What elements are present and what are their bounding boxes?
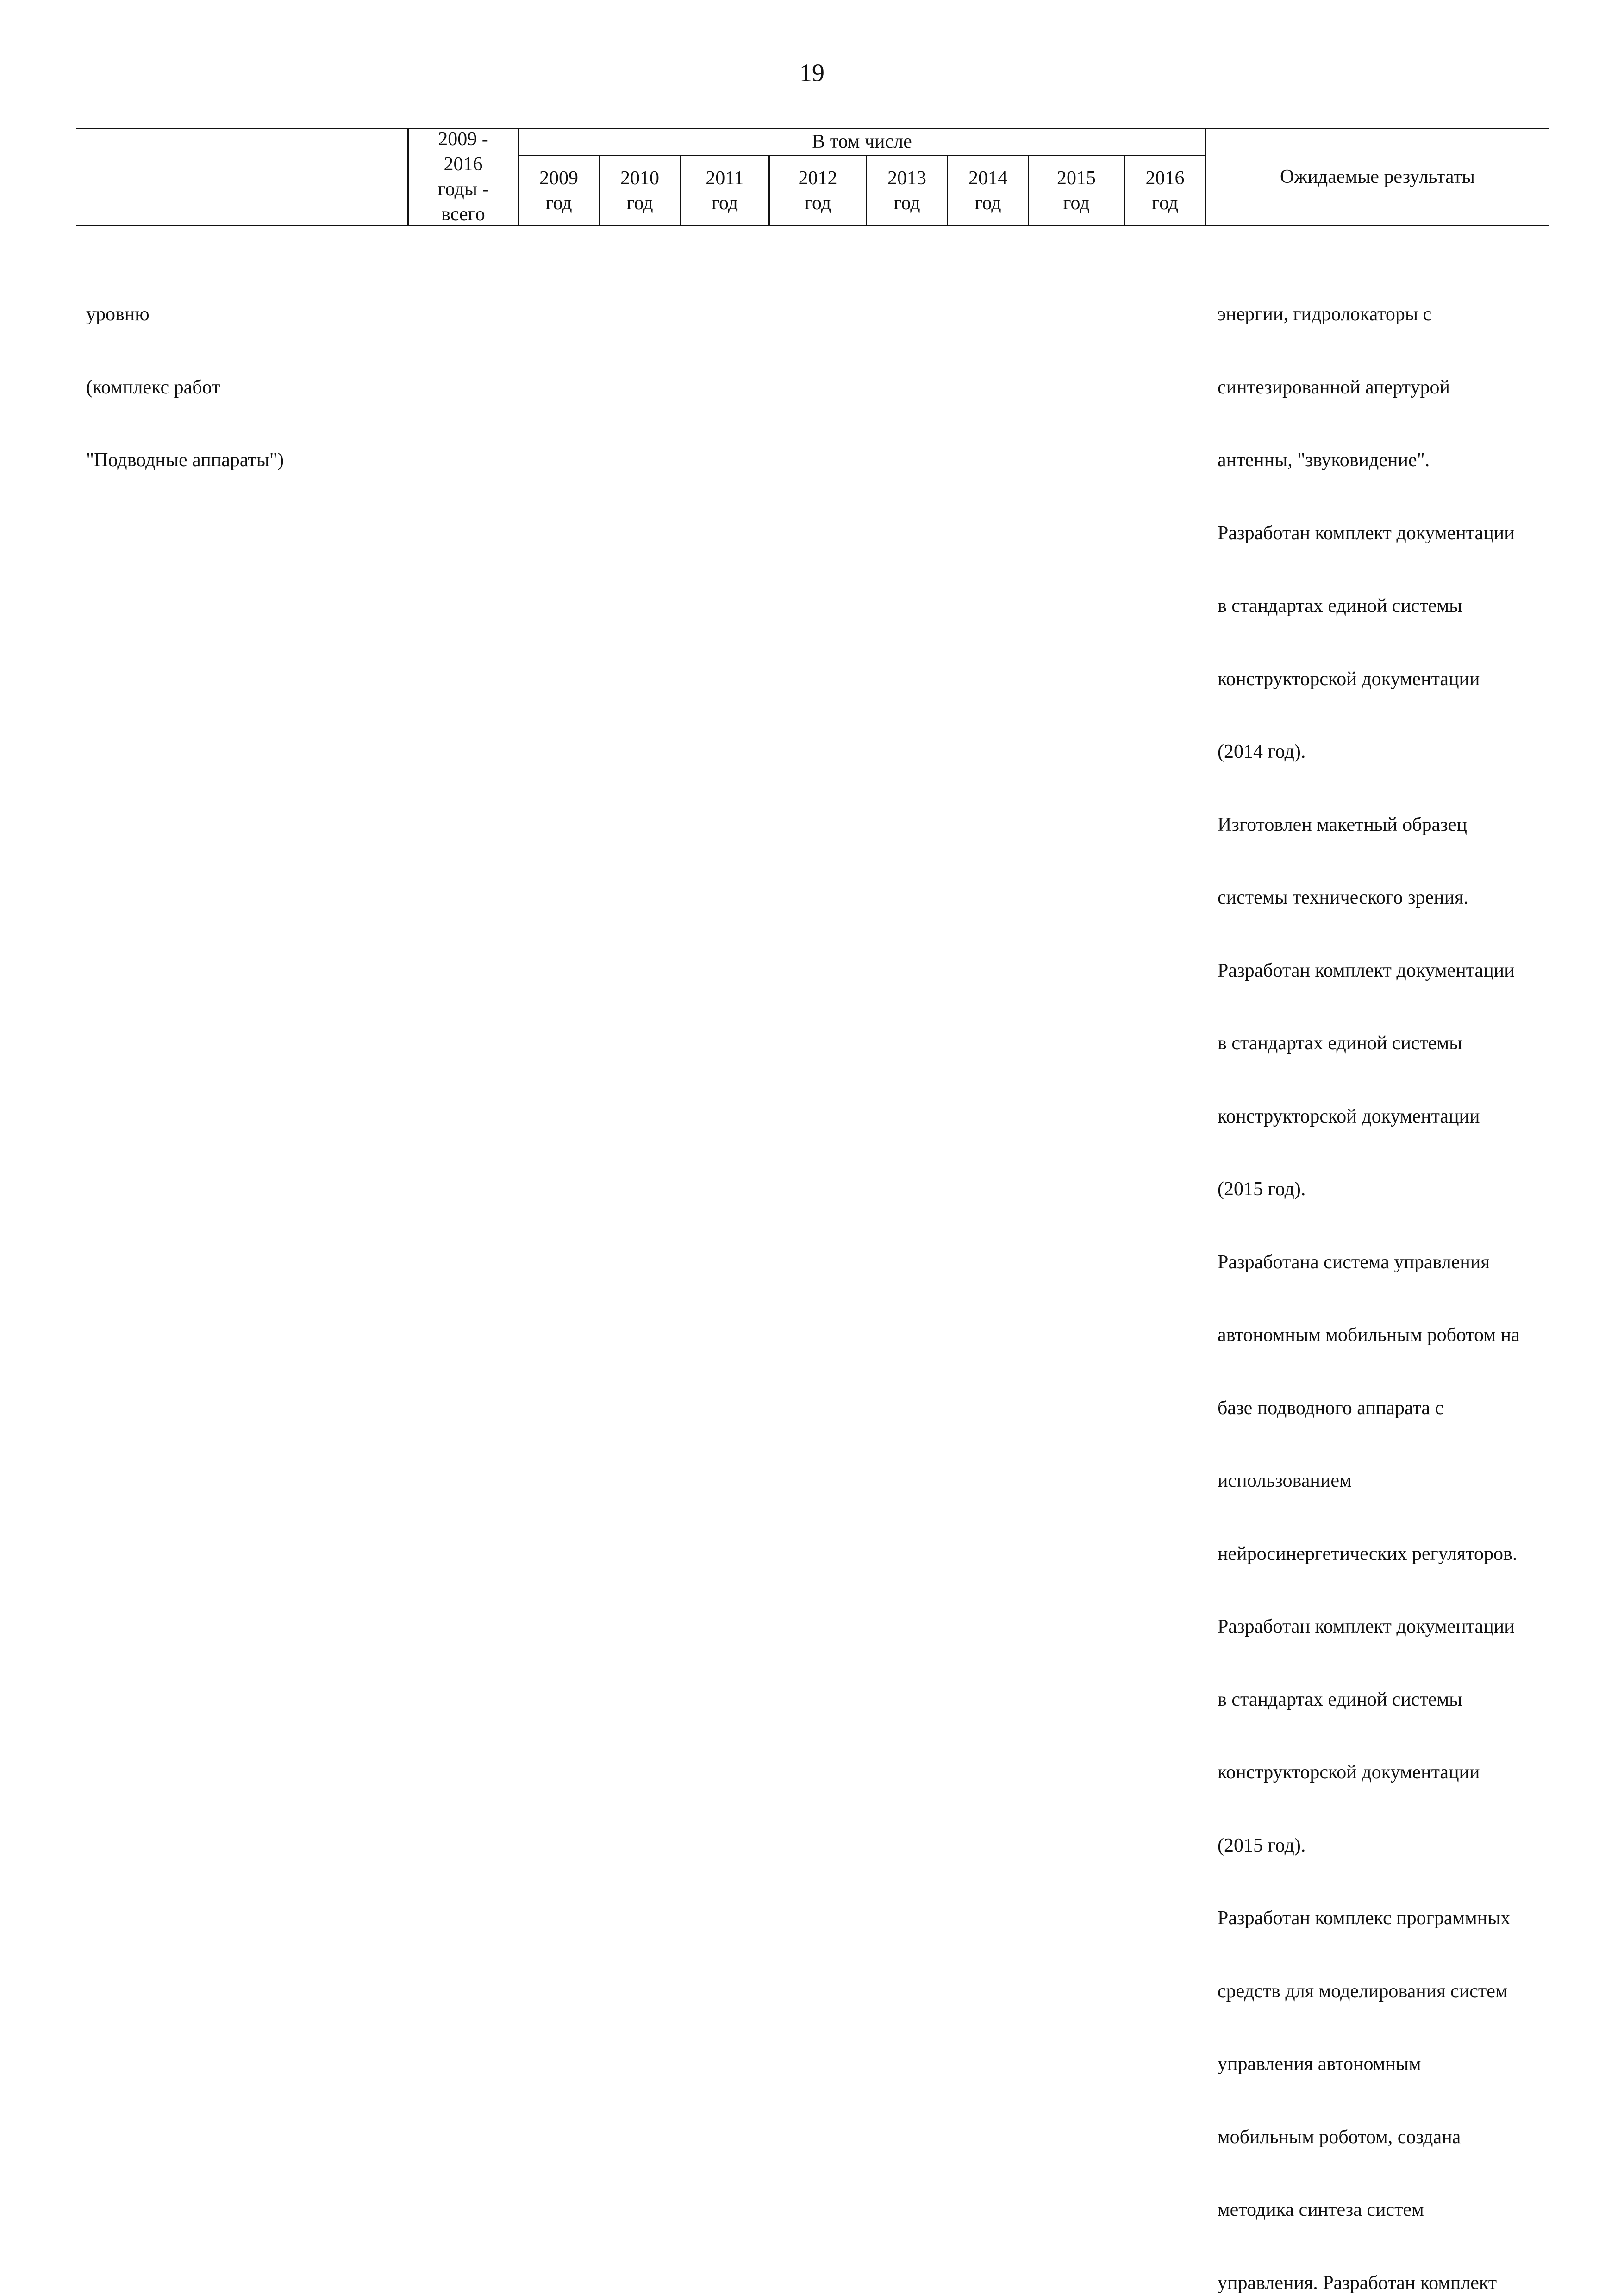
text-line: управления. Разработан комплект (1218, 2271, 1520, 2295)
year-unit: год (1152, 191, 1178, 216)
year-value: 2011 (706, 166, 743, 191)
group-label: В том числе (519, 129, 1205, 155)
year-unit: год (1063, 191, 1089, 216)
text-line: Изготовлен макетный образец (1218, 813, 1520, 837)
total-line: всего (441, 202, 485, 227)
total-column-header (409, 129, 518, 225)
total-line: 2016 (444, 152, 483, 177)
year-unit: год (805, 191, 831, 216)
year-unit: год (626, 191, 653, 216)
results-text (1218, 254, 1520, 2295)
text-line: системы технического зрения. (1218, 886, 1520, 910)
year-column-header (681, 156, 768, 225)
year-value: 2016 (1146, 166, 1185, 191)
text-line: в стандартах единой системы (1218, 1688, 1520, 1712)
year-unit: год (893, 191, 920, 216)
text-line: в стандартах единой системы (1218, 594, 1520, 618)
text-line: в стандартах единой системы (1218, 1031, 1520, 1056)
text-line: (2015 год). (1218, 1834, 1520, 1858)
text-line: методика синтеза систем (1218, 2198, 1520, 2222)
year-value: 2015 (1057, 166, 1096, 191)
total-line: годы - (437, 177, 488, 202)
text-line: "Подводные аппараты") (86, 448, 284, 473)
year-value: 2013 (887, 166, 926, 191)
text-line: энергии, гидролокаторы с (1218, 302, 1520, 327)
year-unit: год (974, 191, 1001, 216)
task-name-text (86, 254, 284, 497)
text-line: (комплекс работ (86, 375, 284, 400)
text-line: конструкторской документации (1218, 667, 1520, 692)
results-column-header: Ожидаемые результаты (1206, 129, 1549, 225)
text-line: Разработан комплект документации (1218, 1615, 1520, 1639)
year-column-header (1029, 156, 1124, 225)
year-column-header (948, 156, 1028, 225)
text-line: конструкторской документации (1218, 1104, 1520, 1129)
year-column-header (519, 156, 599, 225)
year-value: 2014 (968, 166, 1007, 191)
text-line: Разработан комплект документации (1218, 521, 1520, 546)
total-line: 2009 - (438, 127, 488, 152)
text-line: использованием (1218, 1469, 1520, 1493)
year-column-header (770, 156, 866, 225)
page-number: 19 (0, 60, 1624, 85)
header-bottom-rule (76, 225, 1549, 226)
text-line: антенны, "звуковидение". (1218, 448, 1520, 473)
text-line: (2014 год). (1218, 740, 1520, 764)
text-line: конструкторской документации (1218, 1760, 1520, 1785)
year-unit: год (712, 191, 738, 216)
text-line: базе подводного аппарата с (1218, 1396, 1520, 1421)
text-line: управления автономным (1218, 2052, 1520, 2077)
year-value: 2010 (620, 166, 659, 191)
text-line: Разработан комплект документации (1218, 959, 1520, 983)
year-column-header (1125, 156, 1205, 225)
text-line: мобильным роботом, создана (1218, 2125, 1520, 2150)
year-value: 2009 (539, 166, 578, 191)
year-unit: год (545, 191, 572, 216)
text-line: Разработан комплекс программных (1218, 1906, 1520, 1931)
year-column-header (867, 156, 947, 225)
year-column-header (600, 156, 680, 225)
text-line: средств для моделирования систем (1218, 1979, 1520, 2004)
text-line: уровню (86, 302, 284, 327)
year-value: 2012 (799, 166, 837, 191)
text-line: Разработана система управления (1218, 1250, 1520, 1275)
text-line: синтезированной апертурой (1218, 375, 1520, 400)
text-line: автономным мобильным роботом на (1218, 1323, 1520, 1347)
text-line: (2015 год). (1218, 1177, 1520, 1202)
text-line: нейросинергетических регуляторов. (1218, 1542, 1520, 1566)
